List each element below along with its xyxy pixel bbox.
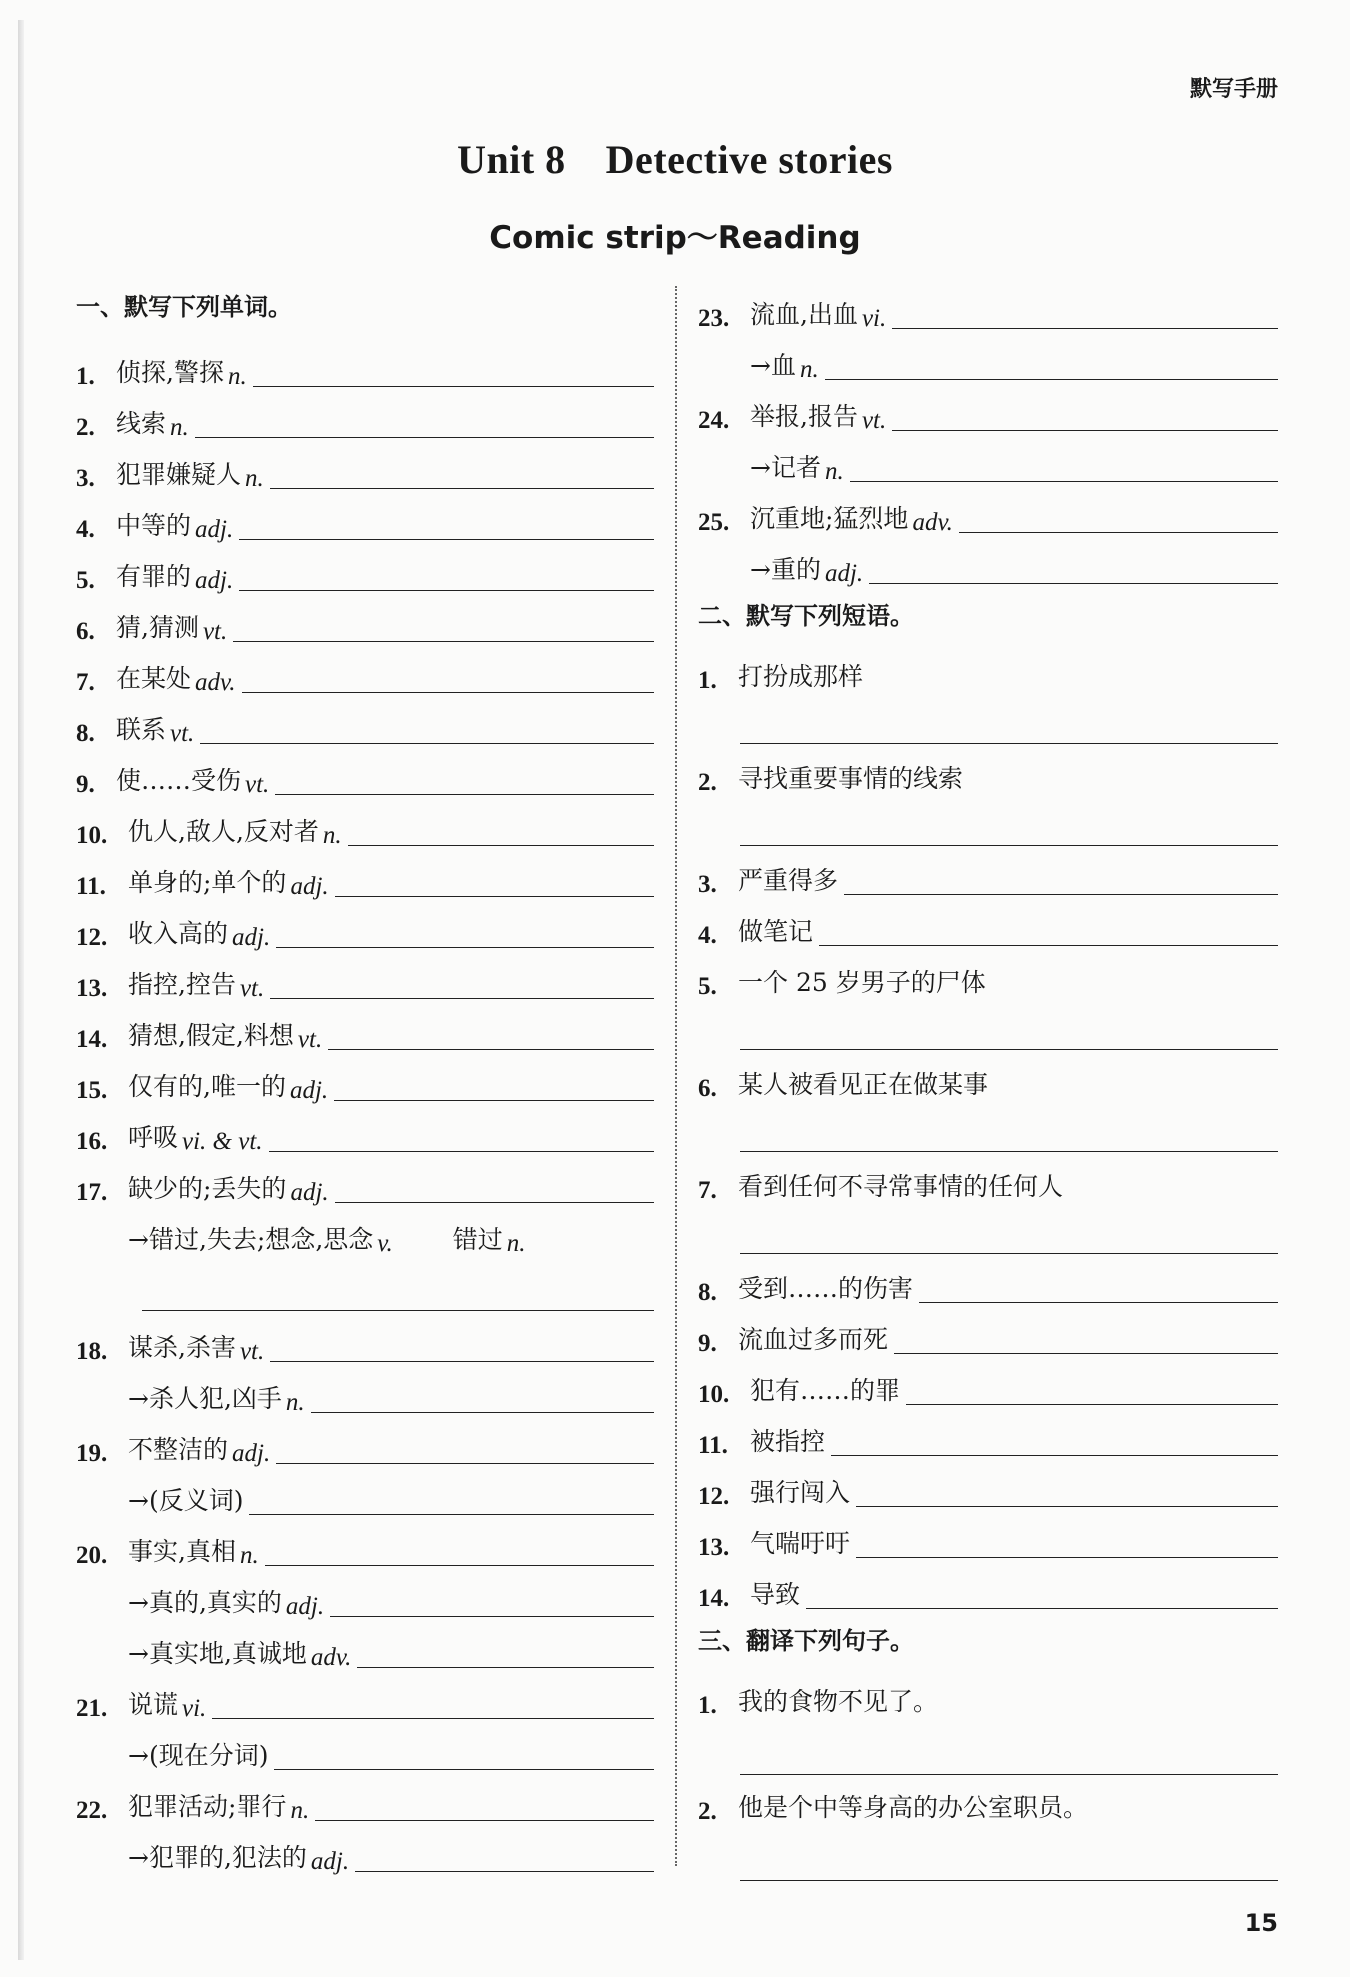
part-of-speech: n. (227, 363, 247, 390)
item-prompt: 看到任何不寻常事情的任何人 (738, 1172, 1064, 1201)
answer-blank[interactable] (265, 1564, 654, 1566)
item-number: 1. (698, 667, 717, 694)
item-prompt: 举报,报告 (750, 402, 858, 431)
word-row (76, 340, 654, 391)
part-of-speech: adv. (310, 1644, 352, 1671)
item-prompt: 单身的;单个的 (128, 868, 287, 897)
part-of-speech: adj. (824, 560, 864, 587)
answer-blank[interactable] (335, 1201, 654, 1203)
answer-blank[interactable] (239, 538, 654, 540)
derived-word-row (76, 1570, 654, 1621)
part-of-speech: vi. (182, 1695, 207, 1722)
item-number: 24. (698, 407, 730, 434)
answer-blank[interactable] (740, 1205, 1278, 1254)
answer-blank[interactable] (249, 1513, 654, 1515)
item-number: 13. (698, 1534, 730, 1561)
page-number: 15 (1244, 1909, 1278, 1937)
item-number: 14. (76, 1026, 108, 1053)
sentence-row (698, 1669, 1278, 1720)
answer-blank[interactable] (334, 1099, 654, 1101)
lesson-subtitle: Comic strip～Reading (489, 220, 861, 256)
item-prompt: 流血,出血 (750, 300, 858, 329)
phrase-list (698, 644, 1278, 1613)
word-row (76, 1774, 654, 1825)
answer-blank[interactable] (270, 1360, 654, 1362)
item-prompt: 说谎 (128, 1690, 179, 1719)
part-of-speech: adj. (285, 1593, 325, 1620)
answer-blank[interactable] (892, 327, 1278, 329)
word-list-right (698, 282, 1278, 588)
part-of-speech: n. (506, 1230, 526, 1257)
answer-blank[interactable] (269, 1150, 654, 1152)
item-prompt: 犯罪嫌疑人 (116, 460, 242, 489)
header-label: 默写手册 (1189, 77, 1278, 102)
part-of-speech: vt. (239, 1338, 265, 1365)
unit-number: Unit 8 (457, 137, 566, 182)
item-prompt: →记者 (750, 453, 821, 482)
section-title-phrases: 二、默写下列短语。 (698, 602, 914, 630)
unit-title (0, 136, 1350, 183)
answer-blank[interactable] (315, 1819, 654, 1821)
item-number: 17. (76, 1179, 108, 1206)
item-prompt: 强行闯入 (750, 1478, 851, 1507)
item-number: 3. (76, 465, 95, 492)
item-number: 8. (698, 1279, 717, 1306)
word-row (76, 901, 654, 952)
item-number: 1. (698, 1692, 717, 1719)
item-number: 6. (76, 618, 95, 645)
phrase-row (698, 1052, 1278, 1103)
item-number: 2. (698, 769, 717, 796)
part-of-speech: vt. (245, 771, 270, 798)
item-prompt: 不整洁的 (128, 1435, 229, 1464)
part-of-speech: n. (239, 1542, 259, 1569)
part-of-speech: n. (799, 356, 819, 383)
section-title-words: 一、默写下列单词。 (76, 293, 292, 321)
item-prompt: 被指控 (750, 1427, 826, 1456)
item-prompt: 沉重地;猛烈地 (750, 504, 909, 533)
item-prompt: 严重得多 (738, 866, 839, 895)
word-row (76, 1105, 654, 1156)
phrase-row (698, 1409, 1278, 1460)
part-of-speech: n. (285, 1389, 305, 1416)
answer-blank[interactable] (906, 1403, 1278, 1405)
section-title-sentences: 三、翻译下列句子。 (698, 1627, 914, 1655)
item-prompt: 收入高的 (128, 919, 229, 948)
word-row (76, 493, 654, 544)
answer-blank[interactable] (200, 742, 654, 744)
item-number: 3. (698, 871, 717, 898)
item-prompt: →真实地,真诚地 (128, 1639, 307, 1668)
item-number: 4. (698, 922, 717, 949)
phrase-row (698, 1460, 1278, 1511)
item-prompt: 在某处 (116, 664, 192, 693)
answer-blank[interactable] (919, 1301, 1278, 1303)
item-prompt: 寻找重要事情的线索 (738, 764, 964, 793)
item-number: 5. (76, 567, 95, 594)
item-number: 2. (76, 414, 95, 441)
answer-blank[interactable] (740, 1720, 1278, 1775)
answer-blank[interactable] (357, 1666, 654, 1668)
word-row (76, 1156, 654, 1207)
word-row (76, 442, 654, 493)
part-of-speech: n. (290, 1797, 310, 1824)
answer-blank[interactable] (856, 1556, 1278, 1558)
item-prompt: 受到……的伤害 (738, 1274, 914, 1303)
item-number: 10. (698, 1381, 730, 1408)
answer-blank-row (76, 1258, 654, 1315)
part-of-speech: adj. (290, 873, 329, 900)
sentence-list (698, 1669, 1278, 1881)
answer-blank[interactable] (740, 797, 1278, 846)
answer-blank[interactable] (276, 946, 654, 948)
answer-blank[interactable] (869, 582, 1278, 584)
item-prompt: 仇人,敌人,反对者 (128, 817, 319, 846)
derived-word-row (76, 1207, 654, 1258)
item-number: 7. (698, 1177, 717, 1204)
answer-blank[interactable] (270, 487, 654, 489)
item-number: 9. (698, 1330, 717, 1357)
word-row (76, 1003, 654, 1054)
part-of-speech: n. (824, 458, 844, 485)
part-of-speech: adv. (912, 509, 953, 536)
part-of-speech: adj. (310, 1848, 350, 1875)
word-row (76, 646, 654, 697)
part-of-speech: vt. (202, 618, 228, 645)
answer-blank[interactable] (242, 691, 654, 693)
phrase-row (698, 1358, 1278, 1409)
item-prompt: 犯有……的罪 (750, 1376, 901, 1405)
word-row (76, 1519, 654, 1570)
item-number: 5. (698, 973, 717, 1000)
item-number: 7. (76, 669, 95, 696)
answer-blank[interactable] (892, 429, 1278, 431)
item-prompt: 猜,猜测 (116, 613, 199, 642)
answer-blank[interactable] (825, 378, 1278, 380)
answer-blank[interactable] (959, 531, 1278, 533)
answer-blank[interactable] (274, 1768, 654, 1770)
item-prompt: 做笔记 (738, 917, 814, 946)
item-number: 23. (698, 305, 730, 332)
derived-word-row (76, 1723, 654, 1774)
part-of-speech: vi. (861, 305, 887, 332)
phrase-row (698, 1256, 1278, 1307)
item-number: 25. (698, 509, 730, 536)
item-number: 13. (76, 975, 108, 1002)
word-row (698, 282, 1278, 333)
answer-blank[interactable] (233, 640, 654, 642)
unit-name: Detective stories (605, 137, 893, 182)
item-prompt: →(反义词) (128, 1486, 244, 1515)
answer-blank[interactable] (311, 1411, 654, 1413)
item-prompt: →重的 (750, 555, 821, 584)
word-row (76, 850, 654, 901)
answer-blank[interactable] (856, 1505, 1278, 1507)
part-of-speech: vt. (297, 1026, 323, 1053)
answer-blank[interactable] (894, 1352, 1278, 1354)
part-of-speech: v. (377, 1230, 393, 1257)
item-number: 4. (76, 516, 95, 543)
answer-blank[interactable] (335, 895, 654, 897)
item-number: 11. (698, 1432, 728, 1459)
item-prompt: 事实,真相 (128, 1537, 236, 1566)
part-of-speech: vt. (239, 975, 265, 1002)
answer-blank[interactable] (195, 436, 654, 438)
derived-word-row (76, 1825, 654, 1876)
word-row (76, 1315, 654, 1366)
item-number: 18. (76, 1338, 108, 1365)
word-row (76, 1672, 654, 1723)
answer-blank[interactable] (270, 997, 654, 999)
answer-blank[interactable] (212, 1717, 654, 1719)
phrase-row (698, 1562, 1278, 1613)
item-prompt: 呼吸 (128, 1123, 179, 1152)
word-row (76, 1054, 654, 1105)
item-number: 11. (76, 873, 106, 900)
phrase-row (698, 1511, 1278, 1562)
item-prompt: 我的食物不见了。 (738, 1687, 939, 1716)
part-of-speech: adj. (195, 567, 234, 594)
part-of-speech: adj. (195, 516, 234, 543)
item-number: 21. (76, 1695, 108, 1722)
item-number: 8. (76, 720, 95, 747)
item-prompt: 他是个中等身高的办公室职员。 (738, 1793, 1089, 1822)
answer-blank[interactable] (844, 893, 1278, 895)
part-of-speech: adv. (195, 669, 236, 696)
answer-blank[interactable] (740, 695, 1278, 744)
item-prompt: 指控,控告 (128, 970, 236, 999)
item-number: 22. (76, 1797, 108, 1824)
part-of-speech: n. (322, 822, 342, 849)
answer-blank[interactable] (355, 1870, 654, 1872)
item-prompt: 气喘吁吁 (750, 1529, 851, 1558)
item-number: 9. (76, 771, 95, 798)
item-prompt: 流血过多而死 (738, 1325, 889, 1354)
item-number: 12. (698, 1483, 730, 1510)
word-row (76, 748, 654, 799)
part-of-speech: n. (170, 414, 189, 441)
phrase-row (698, 950, 1278, 1001)
item-prompt: 有罪的 (116, 562, 192, 591)
word-list-left (76, 340, 654, 1876)
item-prompt: 一个 25 岁男子的尸体 (738, 968, 986, 997)
part-of-speech: adj. (290, 1179, 329, 1206)
derived-word-row (698, 435, 1278, 486)
derived-word-row (698, 333, 1278, 384)
answer-blank[interactable] (740, 1826, 1278, 1881)
answer-blank[interactable] (819, 944, 1278, 946)
item-number: 10. (76, 822, 108, 849)
answer-blank[interactable] (253, 385, 654, 387)
part-of-speech: vt. (170, 720, 195, 747)
word-row (76, 595, 654, 646)
word-row (76, 952, 654, 1003)
word-row (76, 1417, 654, 1468)
item-prompt: 错过 (452, 1225, 503, 1254)
item-prompt: 缺少的;丢失的 (128, 1174, 287, 1203)
phrase-row (698, 1307, 1278, 1358)
derived-word-row (76, 1366, 654, 1417)
answer-blank[interactable] (850, 480, 1278, 482)
item-prompt: 联系 (116, 715, 167, 744)
answer-blank[interactable] (275, 793, 654, 795)
phrase-row (698, 899, 1278, 950)
part-of-speech: n. (245, 465, 264, 492)
item-number: 16. (76, 1128, 108, 1155)
answer-blank[interactable] (142, 1309, 654, 1311)
item-number: 15. (76, 1077, 108, 1104)
answer-blank[interactable] (831, 1454, 1278, 1456)
answer-blank[interactable] (239, 589, 654, 591)
item-prompt: 侦探,警探 (116, 358, 224, 387)
item-prompt: 导致 (750, 1580, 801, 1609)
word-row (76, 799, 654, 850)
item-number: 1. (76, 363, 95, 390)
item-prompt: 使……受伤 (116, 766, 242, 795)
part-of-speech: adj. (232, 924, 271, 951)
answer-blank[interactable] (806, 1607, 1278, 1609)
item-number: 14. (698, 1585, 730, 1612)
item-prompt: →错过,失去;想念,思念 (128, 1225, 374, 1254)
derived-word-row (76, 1468, 654, 1519)
word-row (76, 697, 654, 748)
item-prompt: →真的,真实的 (128, 1588, 282, 1617)
item-prompt: 打扮成那样 (738, 662, 864, 691)
answer-blank[interactable] (276, 1462, 654, 1464)
item-number: 2. (698, 1798, 717, 1825)
item-prompt: →(现在分词) (128, 1741, 269, 1770)
item-number: 6. (698, 1075, 717, 1102)
item-prompt: 谋杀,杀害 (128, 1333, 236, 1362)
answer-blank[interactable] (328, 1048, 654, 1050)
word-row (76, 544, 654, 595)
sentence-row (698, 1775, 1278, 1826)
answer-blank[interactable] (330, 1615, 654, 1617)
part-of-speech: vi. & vt. (182, 1128, 263, 1155)
page-binding-edge (18, 20, 24, 1960)
phrase-row (698, 644, 1278, 695)
part-of-speech: adj. (232, 1440, 271, 1467)
item-number: 12. (76, 924, 108, 951)
item-number: 20. (76, 1542, 108, 1569)
item-prompt: 仅有的,唯一的 (128, 1072, 286, 1101)
item-prompt: 线索 (116, 409, 167, 438)
item-prompt: →血 (750, 351, 796, 380)
word-row (698, 384, 1278, 435)
answer-blank[interactable] (740, 1001, 1278, 1050)
item-prompt: 猜想,假定,料想 (128, 1021, 294, 1050)
part-of-speech: vt. (861, 407, 887, 434)
word-row (698, 486, 1278, 537)
phrase-row (698, 1154, 1278, 1205)
column-divider (675, 286, 677, 1866)
part-of-speech: adj. (289, 1077, 329, 1104)
item-number: 19. (76, 1440, 108, 1467)
phrase-row (698, 848, 1278, 899)
answer-blank[interactable] (740, 1103, 1278, 1152)
right-column (698, 282, 1278, 1881)
item-prompt: 犯罪活动;罪行 (128, 1792, 287, 1821)
derived-word-row (698, 537, 1278, 588)
word-row (76, 391, 654, 442)
derived-word-row (76, 1621, 654, 1672)
phrase-row (698, 746, 1278, 797)
left-column (76, 282, 654, 1876)
item-prompt: →犯罪的,犯法的 (128, 1843, 307, 1872)
item-prompt: →杀人犯,凶手 (128, 1384, 282, 1413)
item-prompt: 中等的 (116, 511, 192, 540)
item-prompt: 某人被看见正在做某事 (738, 1070, 989, 1099)
answer-blank[interactable] (348, 844, 654, 846)
